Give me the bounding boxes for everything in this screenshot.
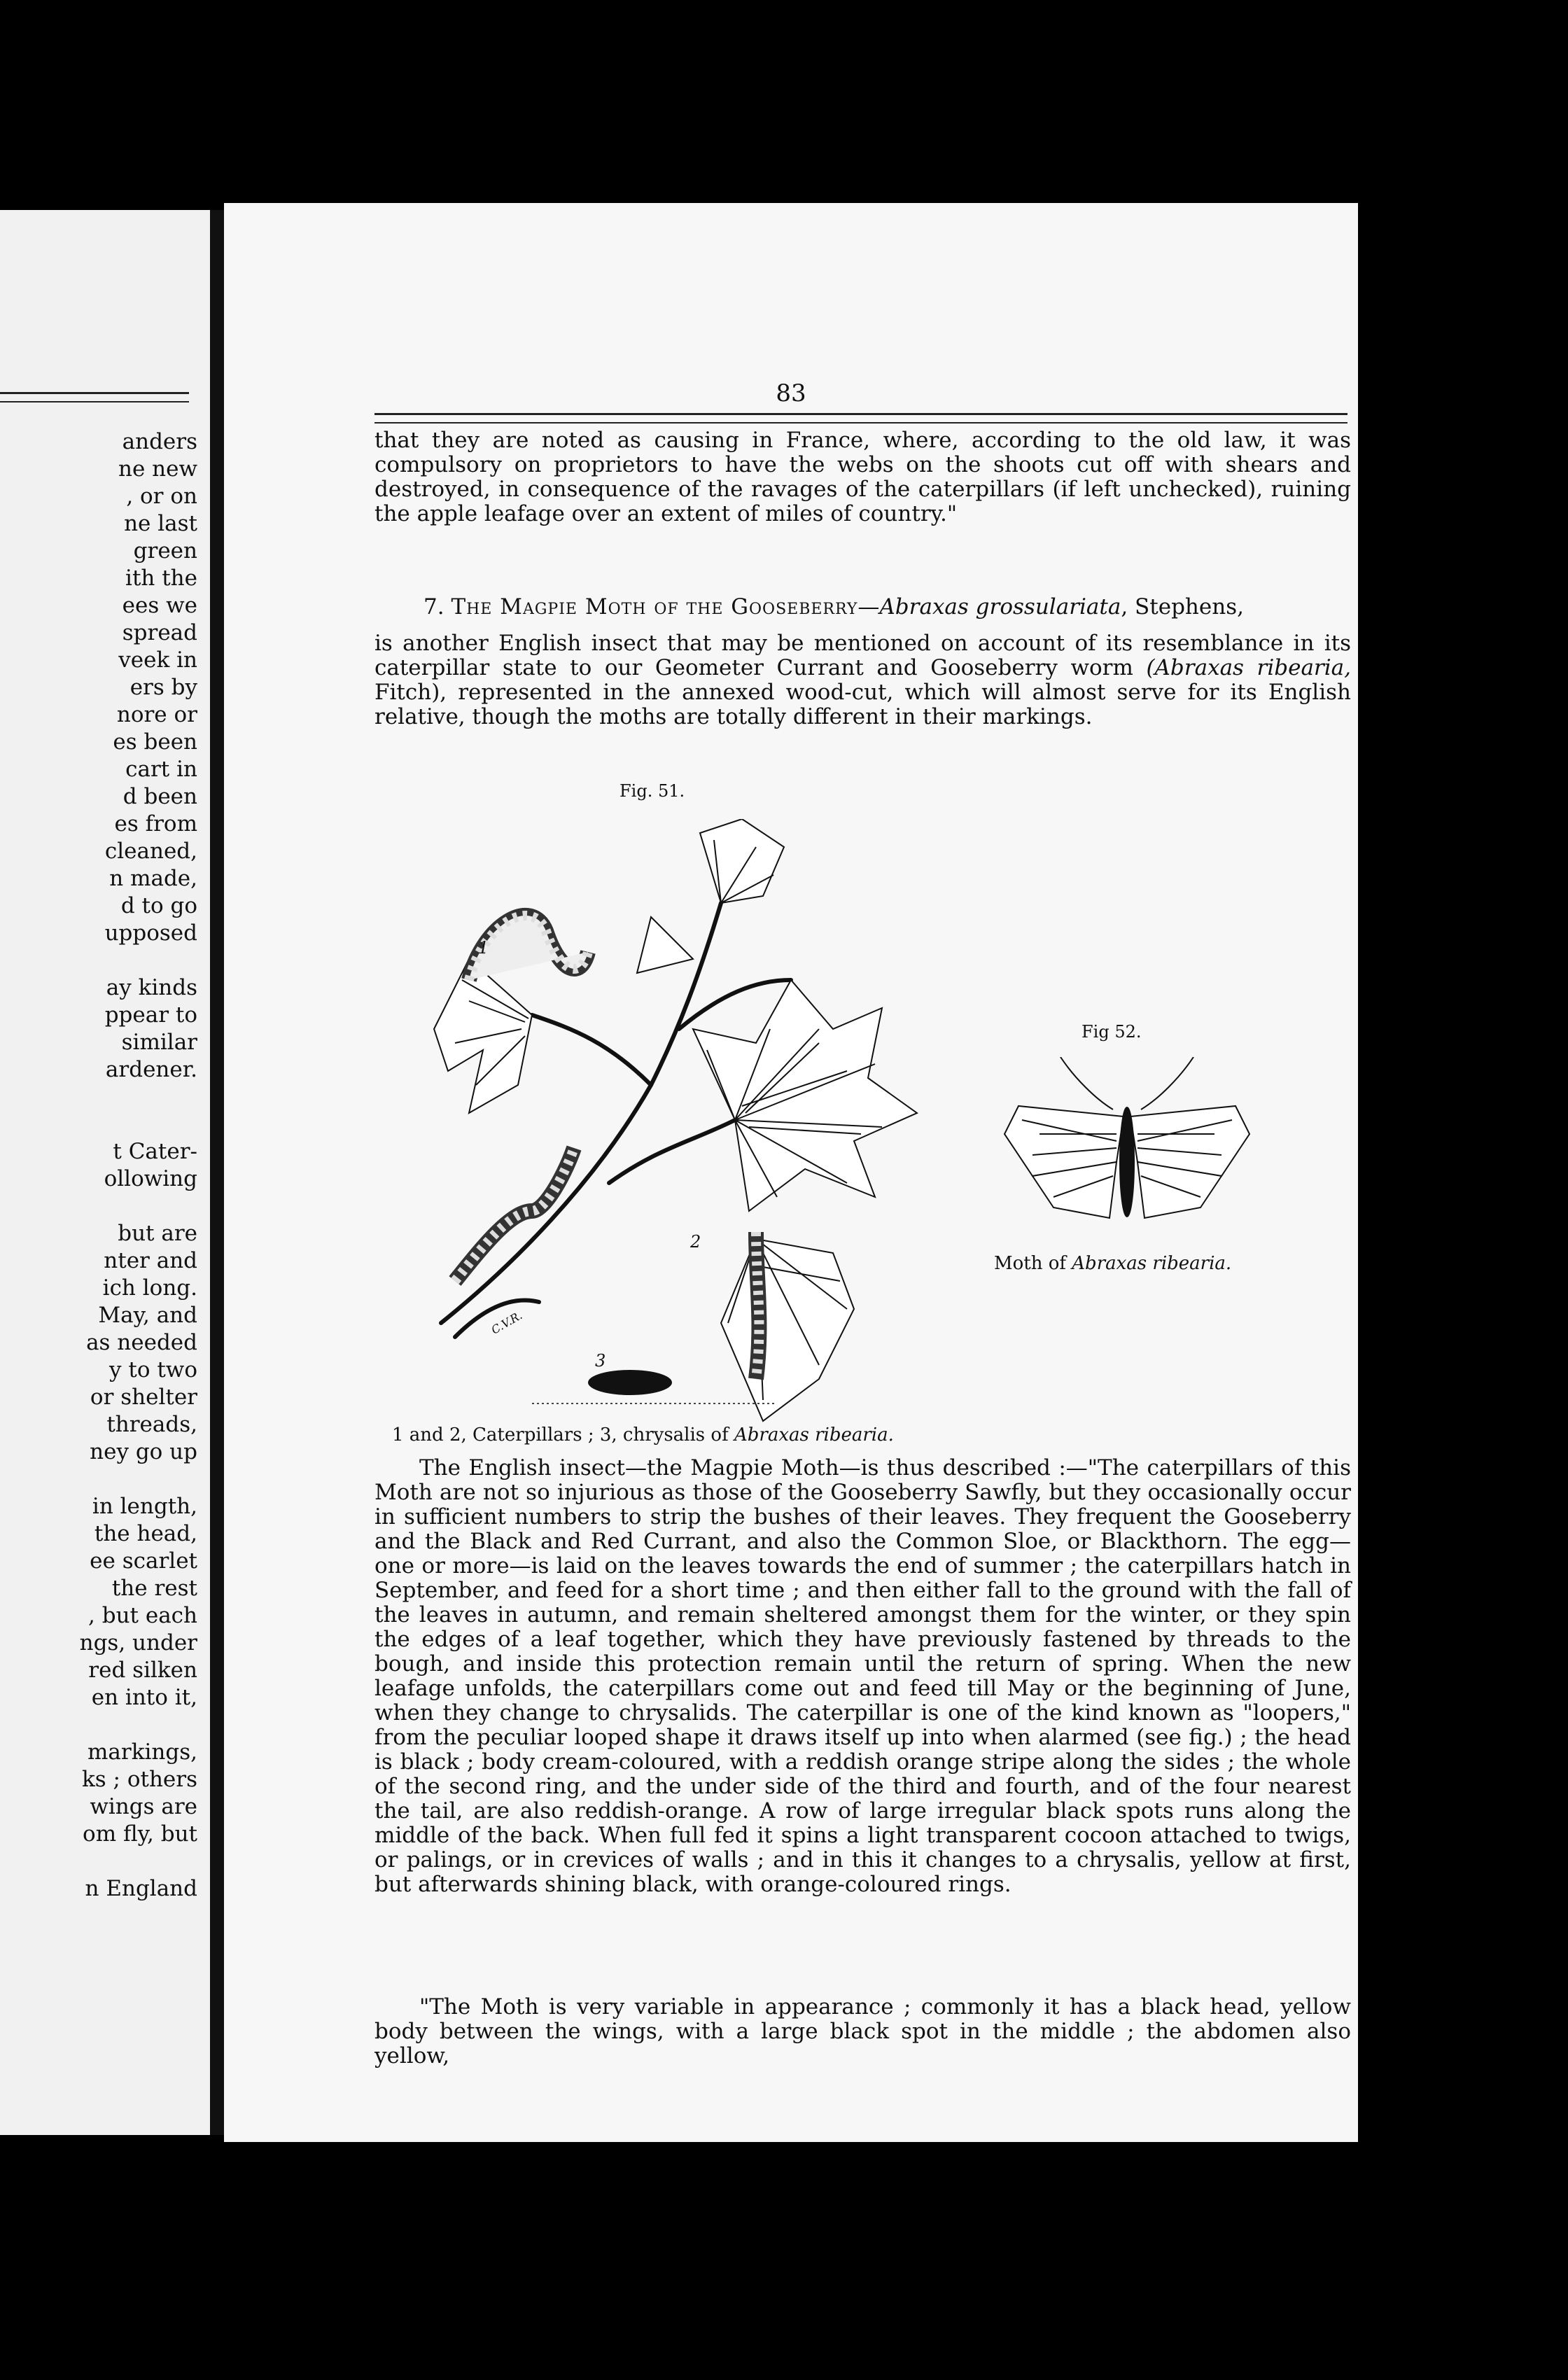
left-page-line: d been xyxy=(122,784,197,809)
paragraph-description: The English insect—the Magpie Moth—is thus described :—"The caterpillars of this Moth are not so injurious as those of the Gooseberry Sawfly, but they occasionally occur in sufficient numbers to strip the bushes of their leaves. They frequent the Gooseberry and the Black and Red Currant, and also the Common Sloe, or Blackthorn. The egg—one or more—is laid on the leaves towards the end of summer ; the caterpillars hatch in September, and feed for a short time ; and then either fall to the ground with the fall of the leaves in autumn, and remain sheltered amongst them for the winter, or they spin the edges of a leaf together, which they have previously fastened by threads to the bough, and inside this protection remain until the return of spring. When the new leafage unfolds, the caterpillars come out and feed till May or the beginning of June, when they change to chrysalids. The caterpillar is one of the kind known as "loopers," from the peculiar looped shape it draws itself up into when alarmed (see fig.) ; the head is black ; body cream-coloured, with a reddish orange stripe along the sides ; the whole of the second ring, and the under side of the third and fourth, and of the four nearest the tail, are also reddish-orange. A row of large irregular black spots runs along the middle of the back. When full fed it spins a light transparent cocoon attached to twigs, or palings, or in crevices of walls ; and in this it changes to a chrysalis, yellow at first, but afterwards shining black, with orange-coloured rings. xyxy=(374,1455,1351,1897)
fig52-moth-illustration xyxy=(990,1057,1264,1239)
left-page-line: green xyxy=(133,538,197,564)
left-page-line: in length, xyxy=(92,1494,197,1519)
left-page-line: ees we xyxy=(122,593,197,618)
left-page-line: the rest xyxy=(111,1576,197,1601)
leaf-right-large xyxy=(693,980,917,1211)
left-page-line: ay kinds xyxy=(106,975,197,1000)
left-page-line: red silken xyxy=(88,1658,197,1683)
paragraph-intro-text-b: Fitch), represented in the annexed wood-cut, which will almost serve for its English relative, though the moths are totally different in their markings. xyxy=(374,680,1351,729)
left-page-line xyxy=(80,1712,197,1739)
fig52-caption xyxy=(994,1253,1231,1274)
left-page-line: or shelter xyxy=(90,1385,197,1410)
fig51-caption-text: 1 and 2, Caterpillars ; 3, chrysalis of xyxy=(392,1424,734,1446)
left-page-line: spread xyxy=(122,620,197,645)
left-page-line: ardener. xyxy=(105,1057,197,1082)
section-heading xyxy=(424,595,1244,620)
left-page-line xyxy=(80,1193,197,1220)
leaf-lower-right xyxy=(721,1239,854,1421)
left-page-line: y to two xyxy=(109,1357,197,1382)
left-page-line: ks ; others xyxy=(81,1767,197,1792)
fig51-caption xyxy=(392,1424,894,1446)
fig51-artist-signature: C.V.R. xyxy=(489,1308,525,1337)
left-page-line: ney go up xyxy=(90,1439,197,1464)
left-page-line: anders xyxy=(122,429,197,454)
fig52-caption-text: Moth of xyxy=(994,1253,1072,1274)
fig51-label: Fig. 51. xyxy=(620,781,685,801)
left-page-line: as needed xyxy=(86,1330,197,1355)
caterpillar-3-hanging xyxy=(756,1232,759,1379)
book-page xyxy=(224,203,1358,2142)
left-page-line: veek in xyxy=(118,648,197,673)
section-author: , Stephens, xyxy=(1121,594,1244,620)
left-page-line xyxy=(80,1084,197,1111)
left-page-line: similar xyxy=(121,1030,197,1055)
section-dash: — xyxy=(858,594,880,620)
section-number: 7. xyxy=(424,594,444,620)
fig51-mark-2: 2 xyxy=(690,1232,701,1252)
left-page-line: ppear to xyxy=(104,1002,197,1028)
left-page-line xyxy=(80,947,197,974)
left-page-line: ee scarlet xyxy=(90,1548,197,1574)
left-page-line: ne new xyxy=(118,456,197,482)
leaf-top xyxy=(637,819,784,973)
left-facing-page xyxy=(0,210,212,2135)
left-page-line: es from xyxy=(114,811,197,836)
left-page-line: ith the xyxy=(125,566,197,591)
header-rule xyxy=(374,413,1348,424)
fig51-illustration xyxy=(427,819,931,1435)
paragraph-moth-description: "The Moth is very variable in appearance ; commonly it has a black head, yellow body between the wings, with a large black spot in the middle ; the abdomen also yellow, xyxy=(374,1994,1351,2068)
left-page-line: upposed xyxy=(104,920,197,946)
left-page-line: ngs, under xyxy=(79,1630,197,1656)
left-page-line: cart in xyxy=(125,757,197,782)
left-page-line: but are xyxy=(118,1221,197,1246)
left-page-line: , or on xyxy=(126,484,197,509)
left-page-line: threads, xyxy=(106,1412,197,1437)
moth-body xyxy=(1120,1107,1134,1217)
left-page-line: nore or xyxy=(116,702,197,727)
left-page-line: t Cater- xyxy=(113,1139,197,1164)
left-page-line: en into it, xyxy=(91,1685,197,1710)
paragraph-continuation: that they are noted as causing in France, where, according to the old law, it was compulsory on proprietors to have the webs on the shoots cut off with shears and destroyed, in consequence of the ravages of the caterpillars (if left unchecked), ruining the apple leafage over an extent of miles of country." xyxy=(374,428,1351,526)
fig51-caption-latin: Abraxas ribearia. xyxy=(734,1424,894,1446)
left-page-line xyxy=(80,1111,197,1138)
paragraph-intro-text-a: is another English insect that may be mentioned on account of its resemblance in its caterpillar state to our Geometer Currant and Gooseberry worm xyxy=(374,631,1351,680)
fig52-label: Fig 52. xyxy=(1082,1022,1142,1042)
leaf-left xyxy=(434,959,532,1113)
left-page-line: ollowing xyxy=(104,1166,197,1191)
left-page-line: , but each xyxy=(88,1603,197,1628)
left-page-line: n made, xyxy=(109,866,197,891)
left-page-line: es been xyxy=(113,729,197,755)
left-page-text xyxy=(80,428,197,1903)
paragraph-intro xyxy=(374,631,1351,729)
section-title: The Magpie Moth of the Gooseberry xyxy=(451,594,858,620)
left-page-line: wings are xyxy=(90,1794,197,1819)
left-page-line xyxy=(80,1848,197,1875)
left-page-line: om fly, but xyxy=(83,1821,197,1847)
left-page-line: ne last xyxy=(124,511,197,536)
page-number: 83 xyxy=(776,379,806,407)
chrysalis xyxy=(588,1370,672,1395)
fig51-mark-3: 3 xyxy=(595,1351,606,1371)
left-page-line: markings, xyxy=(88,1740,197,1765)
left-page-line: ich long. xyxy=(102,1275,197,1301)
left-page-line: the head, xyxy=(94,1521,197,1546)
fig51-mark-1: 1 xyxy=(478,938,489,958)
book-binding xyxy=(210,210,224,2135)
left-page-line: ers by xyxy=(130,675,197,700)
left-page-line: n England xyxy=(85,1876,197,1901)
left-page-line: nter and xyxy=(104,1248,197,1273)
left-page-line: d to go xyxy=(120,893,197,918)
fig52-caption-latin: Abraxas ribearia. xyxy=(1072,1253,1232,1274)
section-latin-name: Abraxas grossulariata xyxy=(879,594,1121,620)
left-page-line: May, and xyxy=(98,1303,197,1328)
left-page-line xyxy=(80,1466,197,1493)
left-page-line: cleaned, xyxy=(104,839,197,864)
left-page-rule xyxy=(0,392,189,402)
paragraph-intro-latin: (Abraxas ribearia, xyxy=(1146,655,1351,680)
